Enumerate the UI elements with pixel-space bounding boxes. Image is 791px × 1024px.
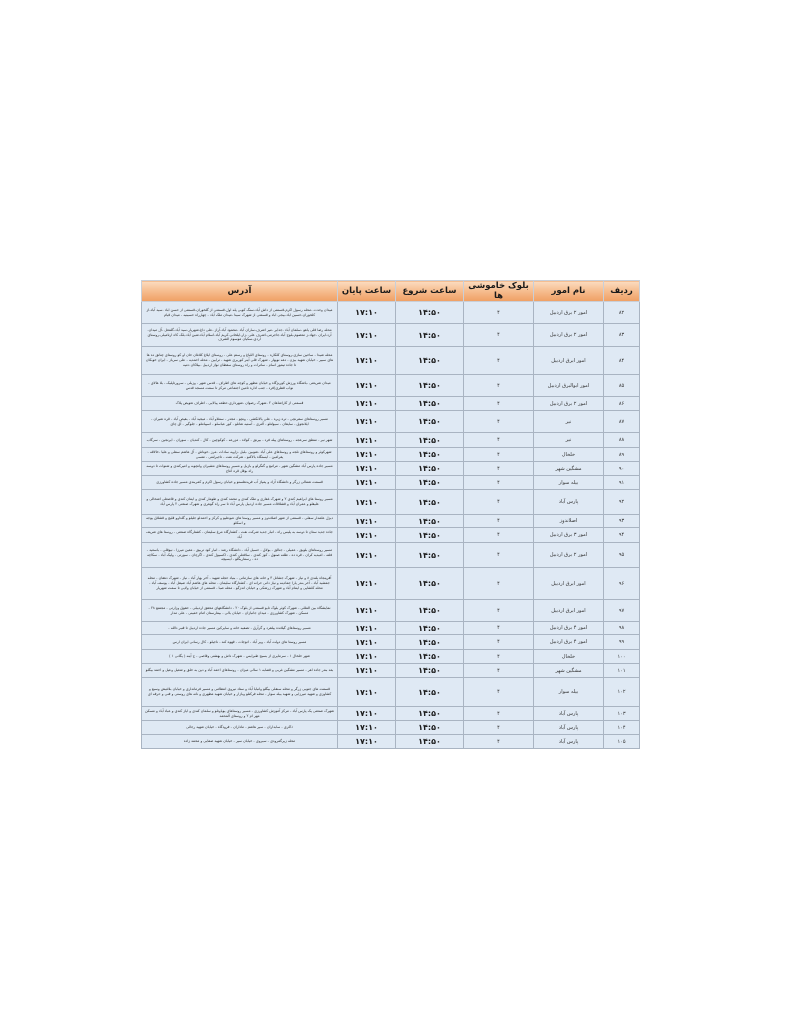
header-district-name: نام امور <box>534 281 604 302</box>
table-row <box>142 678 640 707</box>
table-row <box>142 324 640 347</box>
start-time-cell: ۱۴:۵۰ <box>396 411 464 433</box>
table-row <box>142 397 640 411</box>
start-time-cell: ۱۴:۵۰ <box>396 600 464 622</box>
end-time-cell: ۱۷:۱۰ <box>338 528 396 543</box>
district-name-cell: مشگین شهر <box>534 664 604 678</box>
end-time-cell: ۱۷:۱۰ <box>338 433 396 448</box>
outage-block-cell: ۴ <box>464 707 534 721</box>
outage-block-cell: ۴ <box>464 375 534 397</box>
start-time-cell: ۱۴:۵۰ <box>396 721 464 735</box>
district-name-cell: امور ۲ برق اردبیل <box>534 302 604 324</box>
outage-block-cell: ۴ <box>464 433 534 448</box>
address-cell: بعد بندر جاده اهر - مسیر مشگین غربی و قصابه ۱ سالی میزان - روستاهای احمد آباد و دین به خلق و شعیل وعیل و احمد بیگلو <box>142 664 338 678</box>
district-name-cell: پارس آباد <box>534 735 604 749</box>
start-time-cell: ۱۴:۵۰ <box>396 462 464 476</box>
row-number-cell: ۱۰۲ <box>604 678 640 707</box>
outage-block-cell: ۴ <box>464 650 534 664</box>
table-row <box>142 707 640 721</box>
header-start-time: ساعت شروع <box>396 281 464 302</box>
table-row <box>142 635 640 650</box>
address-cell: مسیر روستاهای بلویق - عمیلی - جنالق - بولاق - حسیل آباد - دانشگاه رشد - انبار کود تربیق - معین میرزا - نیوقلی - باسعید - فلته - امیدیه کران - قره ده - طلته صنوق - کوز کندی - ساقعلی کندی - اکسیول کندی - اگرچان - سورتی - ولیک آباد - سکاچه ده - رسماریگلو - ایسپچه <box>142 543 338 568</box>
row-number-cell: ۹۸ <box>604 622 640 635</box>
district-name-cell: امور ۴ برق اردبیل <box>534 622 604 635</box>
address-cell: شهر خلخال ۱ - سرمایری از بسیج طبرایس - شهرک داش و بهشتی وقاصی - ج آینه ( یگانی ۱ ) <box>142 650 338 664</box>
table-row <box>142 476 640 490</box>
district-name-cell: بیله سوار <box>534 678 604 707</box>
end-time-cell: ۱۷:۱۰ <box>338 650 396 664</box>
end-time-cell: ۱۷:۱۰ <box>338 678 396 707</box>
row-number-cell: ۸۴ <box>604 347 640 375</box>
header-row <box>142 281 640 302</box>
end-time-cell: ۱۷:۱۰ <box>338 411 396 433</box>
table-row <box>142 347 640 375</box>
district-name-cell: نیر <box>534 433 604 448</box>
start-time-cell: ۱۴:۵۰ <box>396 635 464 650</box>
end-time-cell: ۱۷:۱۰ <box>338 543 396 568</box>
outage-block-cell: ۴ <box>464 568 534 600</box>
row-number-cell: ۸۳ <box>604 324 640 347</box>
start-time-cell: ۱۴:۵۰ <box>396 735 464 749</box>
header-address: آدرس <box>142 281 338 302</box>
address-cell: شهرکوثر و روستاهای نلجه و روستاهای علی آباد -شوبین -بلیل -زاویه سادات -مرز -خوناش - آل هاشم سفلی و علیا -خالاقه - یقرامین - ایستگاه بالاکنو - شرکت نفت - تاجیرلنتی - تفسی <box>142 448 338 462</box>
address-cell: جاده جدید ستان تا دوسه به یلیس راه - انبار جدید شرکت نفت - کشتارگاه مرغ سلیمان - کشتارگاه صنعتی - روستا های شریف آباد <box>142 528 338 543</box>
district-name-cell: خلخال <box>534 650 604 664</box>
table-row <box>142 721 640 735</box>
end-time-cell: ۱۷:۱۰ <box>338 324 396 347</box>
row-number-cell: ۹۷ <box>604 600 640 622</box>
address-cell: میدان شریعتی -باشگاه ورزش کوریژگاه و خیابان مطهر و کوچه های اطراف - قدس شهر - وزیلی - سرورتاپلیک - بلا هالای - نواب قطری(فرد - جنب اداره تامین اجتماعی مرکز تا سمت مسجد قدس <box>142 375 338 397</box>
table-row <box>142 462 640 476</box>
start-time-cell: ۱۴:۵۰ <box>396 664 464 678</box>
address-cell: مسیر جاده پارس آباد مشگین شهر - مراتبع و گنگرلو و بازیل و مسیر روستاهای مشیران وانچوبه و امیرکندی و شنوات تا دوسه راه بوقل قره آغاج <box>142 462 338 476</box>
address-cell: شهرک صنعتی یک پارس آباد - مرکز آموزش کشاورزی - مسیر روستاهای یویاوتلو و سلمان کندی و ایاز کندی و عباد آباد و مسکن مهر ام ۲ و روستای آلمحمد <box>142 707 338 721</box>
start-time-cell: ۱۴:۵۰ <box>396 650 464 664</box>
row-number-cell: ۱۰۱ <box>604 664 640 678</box>
start-time-cell: ۱۴:۵۰ <box>396 543 464 568</box>
start-time-cell: ۱۴:۵۰ <box>396 490 464 515</box>
start-time-cell: ۱۴:۵۰ <box>396 707 464 721</box>
district-name-cell: خلخال <box>534 448 604 462</box>
address-cell: قسمت شمالی زرگر و دانشگاه آزاد و پمپاژ آب فریدهلستو و خیابان رسول اکرم و کمربندی مسیر جاده کشاورزی <box>142 476 338 490</box>
outage-block-cell: ۴ <box>464 622 534 635</box>
outage-block-cell: ۴ <box>464 721 534 735</box>
row-number-cell: ۹۱ <box>604 476 640 490</box>
header-outage-block: بلوک خاموشی ها <box>464 281 534 302</box>
outage-schedule-table-container <box>141 280 639 749</box>
district-name-cell: امور ۲ برق اردبیل <box>534 324 604 347</box>
start-time-cell: ۱۴:۵۰ <box>396 375 464 397</box>
district-name-cell: بیله سوار <box>534 476 604 490</box>
address-cell: دیزل علمدار سفلی - قسمتی از شهر اصلاندوز و مسیر روستا های عبوعلیو و کرکز و احمدلو جلیلو و گلداوو قلیچ و قشلاق یوجه و اسکلو <box>142 515 338 528</box>
district-name-cell: امور ۴ برق اردبیل <box>534 635 604 650</box>
address-cell: آفرینجاه بلندی ۸ و نیاز - شهرک جشانل ۳ و خانه های سازمانی - بنیاد حجله شهید - آخر بهار آباد - نیاز - شهرک دهقان - محله جمشید آباد - آخر بندر یارا جمادینه و نیاز دانی حرانه ای - کشتارگاه سلیمان - محله های هاشم آباد صیقل آباد - یوسف آباد - محله کلشاپی و ایمام آباد و شهرک زرشکی و خیابان اندزگو - محله صبا - قسمتی از خیابان ولایی تا سمت شهریار <box>142 568 338 600</box>
table-row <box>142 664 640 678</box>
start-time-cell: ۱۴:۵۰ <box>396 448 464 462</box>
header-end-time: ساعت پایان <box>338 281 396 302</box>
start-time-cell: ۱۴:۵۰ <box>396 678 464 707</box>
table-row <box>142 735 640 749</box>
header-row-number: ردیف <box>604 281 640 302</box>
end-time-cell: ۱۷:۱۰ <box>338 347 396 375</box>
end-time-cell: ۱۷:۱۰ <box>338 635 396 650</box>
district-name-cell: مشگین شهر <box>534 462 604 476</box>
outage-block-cell: ۴ <box>464 490 534 515</box>
end-time-cell: ۱۷:۱۰ <box>338 302 396 324</box>
outage-block-cell: ۴ <box>464 515 534 528</box>
start-time-cell: ۱۴:۵۰ <box>396 324 464 347</box>
address-cell: قسمتی از کاراشاهان ۲ -شهرک رضوان -شهرداری-حطعه پیالایی - اطراف تعویض پلاک <box>142 397 338 411</box>
table-row <box>142 490 640 515</box>
address-cell: محله شیدا - ساحین سازی-روستای کلکاره - روستای اللیاغ و رستم علی - روستای ایلاغ کلاغان خان او کو روستای چنانق ده ها های سبیر - خیابان شهید بیژن - دهه نوبهار - شهرک قلی آینر کوربری شهید - ترابین - محله احمدیه - علی سرباز - ایران خوبکان تا جاده تیمور اسام - ساترات و راه روستای سقطان نواز اردبیل -بیلاکان دمیه <box>142 347 338 375</box>
table-row <box>142 515 640 528</box>
address-cell: مسیر روستا های ابراهیم کندی ۲ و شهرک غفاری و ملک کندی و محمد کندی و طومار کندی و ایمان کندی و قاضعلی اشخالی و علیقلو و عمران آباد و قشلاقات مسیر جاده اردبیل پارس آباد تا سر راه گوهری و شهرک صنعتی ۲ پارس آباد <box>142 490 338 515</box>
row-number-cell: ۱۰۰ <box>604 650 640 664</box>
table-body <box>142 302 640 749</box>
row-number-cell: ۸۷ <box>604 411 640 433</box>
district-name-cell: پارس آباد <box>534 707 604 721</box>
district-name-cell: امور ۲ برق اردبیل <box>534 397 604 411</box>
table-row <box>142 568 640 600</box>
row-number-cell: ۸۵ <box>604 375 640 397</box>
outage-block-cell: ۴ <box>464 347 534 375</box>
outage-schedule-table <box>141 280 640 749</box>
table-row <box>142 302 640 324</box>
outage-block-cell: ۴ <box>464 528 534 543</box>
district-name-cell: امور ۳ برق اردبیل <box>534 528 604 543</box>
row-number-cell: ۹۹ <box>604 635 640 650</box>
address-cell: مسیر روستاهای گیلانده ییلقرد و گرآرق - تصفیه خانه و سایرکین مسیر جاده اردبیل تا قنبر دالله - <box>142 622 338 635</box>
district-name-cell: امور ابوالبرق اردبیل <box>534 375 604 397</box>
end-time-cell: ۱۷:۱۰ <box>338 568 396 600</box>
start-time-cell: ۱۴:۵۰ <box>396 515 464 528</box>
start-time-cell: ۱۴:۵۰ <box>396 528 464 543</box>
table-row <box>142 650 640 664</box>
address-cell: شهر نیر - منطق سرعجه - روستاهای پیله فرد - بیرنق - کولاه - مزرعه - کوکوچین - کال - کندیان - سوران - ایرنجین - سرگاب <box>142 433 338 448</box>
row-number-cell: ۹۶ <box>604 568 640 600</box>
row-number-cell: ۹۵ <box>604 543 640 568</box>
outage-block-cell: ۴ <box>464 600 534 622</box>
district-name-cell: امور ۲ برق اردبیل <box>534 543 604 568</box>
start-time-cell: ۱۴:۵۰ <box>396 476 464 490</box>
address-cell: محله زیرگمرودی - سیروی - خیابان سیر - خیابان شهید صفایی و محمد زاده <box>142 735 338 749</box>
start-time-cell: ۱۴:۵۰ <box>396 347 464 375</box>
district-name-cell: پارس آباد <box>534 721 604 735</box>
end-time-cell: ۱۷:۱۰ <box>338 448 396 462</box>
start-time-cell: ۱۴:۵۰ <box>396 568 464 600</box>
district-name-cell: اصلاندوز <box>534 515 604 528</box>
district-name-cell: امور ابرق اردبیل <box>534 347 604 375</box>
end-time-cell: ۱۷:۱۰ <box>338 600 396 622</box>
outage-block-cell: ۴ <box>464 397 534 411</box>
address-cell: نمایشگاه بین المللی - شهرک کوثر بلوک تابو قسمتی از بلوک ۲۰ - دانشگاههای محقق اردبیلی - حقوق وزارتی - مجتمع ۲۸ - مسکن - شهرک کشاورزی - میدان جانبازان - خیابان بالی - بیمارستان امام خمینی - علی مدار <box>142 600 338 622</box>
start-time-cell: ۱۴:۵۰ <box>396 433 464 448</box>
table-row <box>142 622 640 635</box>
end-time-cell: ۱۷:۱۰ <box>338 476 396 490</box>
outage-block-cell: ۴ <box>464 462 534 476</box>
row-number-cell: ۸۲ <box>604 302 640 324</box>
outage-block-cell: ۴ <box>464 302 534 324</box>
row-number-cell: ۱۰۵ <box>604 735 640 749</box>
row-number-cell: ۸۹ <box>604 448 640 462</box>
address-cell: قسمت های جنوبی زرگر و محله سنقلی بیگلو وانبابا آباد و ستاد نیروی انتظامی و مسیر فرمانداری و خیابان بلاغیش وسیع و کشاوزی و شهید میرزایی و شهید بیله سوار - محله فرکتلو وبازار و خیابان شهید مطهری و نانه های روستی و فنی و حرفه ای <box>142 678 338 707</box>
table-row <box>142 375 640 397</box>
table-row <box>142 528 640 543</box>
row-number-cell: ۹۰ <box>604 462 640 476</box>
district-name-cell: امور ابرق اردبیل <box>534 568 604 600</box>
district-name-cell: پارس آباد <box>534 490 604 515</box>
address-cell: محله رضا قلی یاهو -سلمان آباد -جدایر -میر اشرف-ساران آباد -محمود آباد-آراز -علی داغ-شهریار-سید آباد-گلمغل -آل میدان-آرد-ایران -جهاد-ز معصوم-بلوچ آباد-جاجرمی-اشرف علی -زار-ایلخانی-کریم آباد-اسلام آباد-شین آباد-بلک کاه ارتامیلی-روستای اردی-سکیان موسوم الشرف <box>142 324 338 347</box>
row-number-cell: ۸۶ <box>604 397 640 411</box>
district-name-cell: نیر <box>534 411 604 433</box>
row-number-cell: ۹۴ <box>604 528 640 543</box>
district-name-cell: امور ابرق اردبیل <box>534 600 604 622</box>
row-number-cell: ۱۰۳ <box>604 707 640 721</box>
outage-block-cell: ۴ <box>464 411 534 433</box>
end-time-cell: ۱۷:۱۰ <box>338 721 396 735</box>
end-time-cell: ۱۷:۱۰ <box>338 622 396 635</box>
start-time-cell: ۱۴:۵۰ <box>396 302 464 324</box>
outage-block-cell: ۴ <box>464 664 534 678</box>
row-number-cell: ۹۳ <box>604 515 640 528</box>
outage-block-cell: ۴ <box>464 476 534 490</box>
end-time-cell: ۱۷:۱۰ <box>338 490 396 515</box>
table-row <box>142 433 640 448</box>
table-row <box>142 543 640 568</box>
row-number-cell: ۱۰۴ <box>604 721 640 735</box>
row-number-cell: ۹۲ <box>604 490 640 515</box>
end-time-cell: ۱۷:۱۰ <box>338 664 396 678</box>
end-time-cell: ۱۷:۱۰ <box>338 707 396 721</box>
address-cell: میدان وحدت -محله رسول اکرم-قسمتی از داش آباد-سنگ کوبی پله اول-قسمتی از گلخوران-قسمتی از حسن اباد -سید آباد-از کلخوران-حسین اباد-بیجی اباد و قسمتی از شهرک سینا -میدان ملک آباد - چهارراه حسینیه - میدان قیام <box>142 302 338 324</box>
start-time-cell: ۱۴:۵۰ <box>396 397 464 411</box>
end-time-cell: ۱۷:۱۰ <box>338 515 396 528</box>
address-cell: ذاکری - سابداران - سیر هاشم - ماداران - فرودگاه - خیابان شهید رجائی <box>142 721 338 735</box>
outage-block-cell: ۴ <box>464 448 534 462</box>
address-cell: مسیر روستاهای سفرنچی - تره زیره - علی یالانکشی - ونچو - مجدر - سنتلاو آباد - میجید آباد - بقیص آباد - قره شیران - ایلانجوق - سایقان - سیولتلو - آلتری - آستیه شانلو - کور عباسلو - اسپیانتلو - جلوگیر - آق چای <box>142 411 338 433</box>
table-row <box>142 448 640 462</box>
outage-block-cell: ۴ <box>464 635 534 650</box>
row-number-cell: ۸۸ <box>604 433 640 448</box>
table-row <box>142 600 640 622</box>
table-row <box>142 411 640 433</box>
address-cell: مسیر روستا های دولت آباد - ویر آباد - اتوجات - قهوه کند - ناجیلو - کال رسانی ایران ارس <box>142 635 338 650</box>
outage-block-cell: ۴ <box>464 678 534 707</box>
start-time-cell: ۱۴:۵۰ <box>396 622 464 635</box>
end-time-cell: ۱۷:۱۰ <box>338 735 396 749</box>
outage-block-cell: ۴ <box>464 735 534 749</box>
end-time-cell: ۱۷:۱۰ <box>338 375 396 397</box>
end-time-cell: ۱۷:۱۰ <box>338 462 396 476</box>
outage-block-cell: ۴ <box>464 543 534 568</box>
outage-block-cell: ۴ <box>464 324 534 347</box>
end-time-cell: ۱۷:۱۰ <box>338 397 396 411</box>
